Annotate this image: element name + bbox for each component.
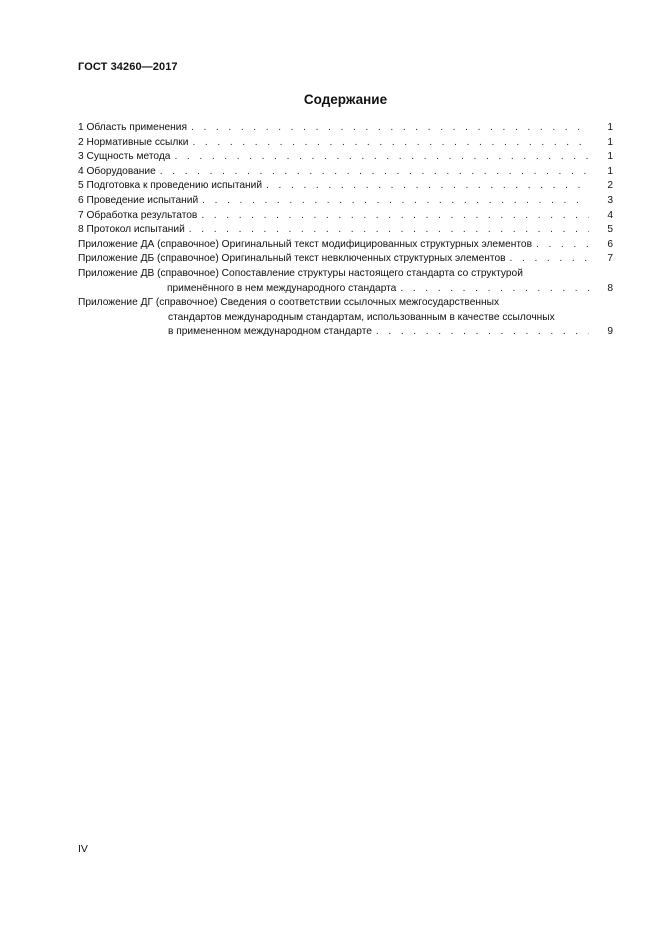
- toc-entry-page: 6: [607, 238, 613, 250]
- toc-leader-dots: [192, 136, 589, 151]
- toc-entry-2[interactable]: [78, 136, 613, 151]
- toc-entry-page: 1: [607, 136, 613, 148]
- toc-leader-dots: [510, 252, 589, 267]
- toc-entry-page: 1: [607, 122, 613, 133]
- toc-leader-dots: [160, 165, 589, 180]
- toc-entry-page: 1: [607, 165, 613, 177]
- toc-entry-page: 5: [607, 224, 613, 236]
- toc-entry-page: 7: [607, 253, 613, 265]
- toc-entry-label-line: Приложение ДВ (справочное) Сопоставление структуры настоящего стандарта со структурой: [78, 267, 523, 279]
- toc-entry-continuation: [78, 325, 613, 340]
- toc-entry-label-line: Приложение ДГ (справочное) Сведения о соответствии ссылочных межгосударственных: [78, 297, 500, 309]
- toc-entry-page: 8: [607, 282, 613, 294]
- toc-entry-page: 4: [607, 209, 613, 221]
- toc-title: Содержание: [303, 92, 388, 107]
- toc-entry-label: 6 Проведение испытаний: [78, 194, 199, 206]
- toc-entry-appendix-dv[interactable]: [78, 267, 613, 296]
- toc-entry-6[interactable]: [78, 194, 613, 209]
- toc-leader-dots: [202, 194, 589, 209]
- toc-entry-label-line: в примененном международном стандарте: [168, 326, 372, 338]
- toc-leader-dots: [201, 209, 589, 224]
- toc-entry-page: 1: [607, 151, 613, 163]
- toc-entry-8[interactable]: [78, 223, 613, 238]
- toc-leader-dots: [191, 121, 589, 136]
- table-of-contents: [78, 121, 613, 340]
- toc-entry-label: 5 Подготовка к проведению испытаний: [78, 180, 263, 192]
- toc-entry-label: 3 Сущность метода: [78, 151, 171, 163]
- toc-entry-label: Приложение ДА (справочное) Оригинальный текст модифицированных структурных элементов: [78, 238, 533, 250]
- toc-leader-dots: [376, 325, 589, 340]
- toc-entry-label: Приложение ДБ (справочное) Оригинальный текст невключенных структурных элементов: [78, 253, 506, 265]
- toc-entry-page: 2: [607, 180, 613, 192]
- toc-entry-1[interactable]: [78, 121, 613, 136]
- toc-leader-dots: [400, 282, 589, 297]
- toc-leader-dots: [536, 238, 589, 253]
- toc-entry-label-line: применённого в нем международного стандарта: [167, 282, 397, 294]
- toc-entry-4[interactable]: [78, 165, 613, 180]
- toc-entry-label: 7 Обработка результатов: [78, 209, 198, 221]
- page-number: IV: [78, 843, 88, 855]
- toc-entry-continuation: [78, 282, 613, 297]
- document-header: ГОСТ 34260—2017: [78, 61, 178, 73]
- toc-entry-page: 9: [607, 326, 613, 338]
- toc-entry-label: 8 Протокол испытаний: [78, 224, 185, 236]
- toc-entry-appendix-db[interactable]: [78, 252, 613, 267]
- toc-entry-label: 2 Нормативные ссылки: [78, 136, 189, 148]
- toc-entry-label: 1 Область применения: [78, 122, 187, 133]
- toc-leader-dots: [189, 223, 589, 238]
- toc-leader-dots: [174, 150, 589, 165]
- toc-entry-5[interactable]: [78, 179, 613, 194]
- toc-leader-dots: [266, 179, 589, 194]
- toc-entry-7[interactable]: [78, 209, 613, 224]
- toc-entry-label-line: стандартов международным стандартам, использованным в качестве ссылочных: [168, 311, 555, 323]
- toc-entry-label: 4 Оборудование: [78, 165, 156, 177]
- toc-entry-appendix-da[interactable]: [78, 238, 613, 253]
- toc-entry-page: 3: [607, 194, 613, 206]
- toc-entry-3[interactable]: [78, 150, 613, 165]
- toc-entry-appendix-dg[interactable]: [78, 296, 613, 340]
